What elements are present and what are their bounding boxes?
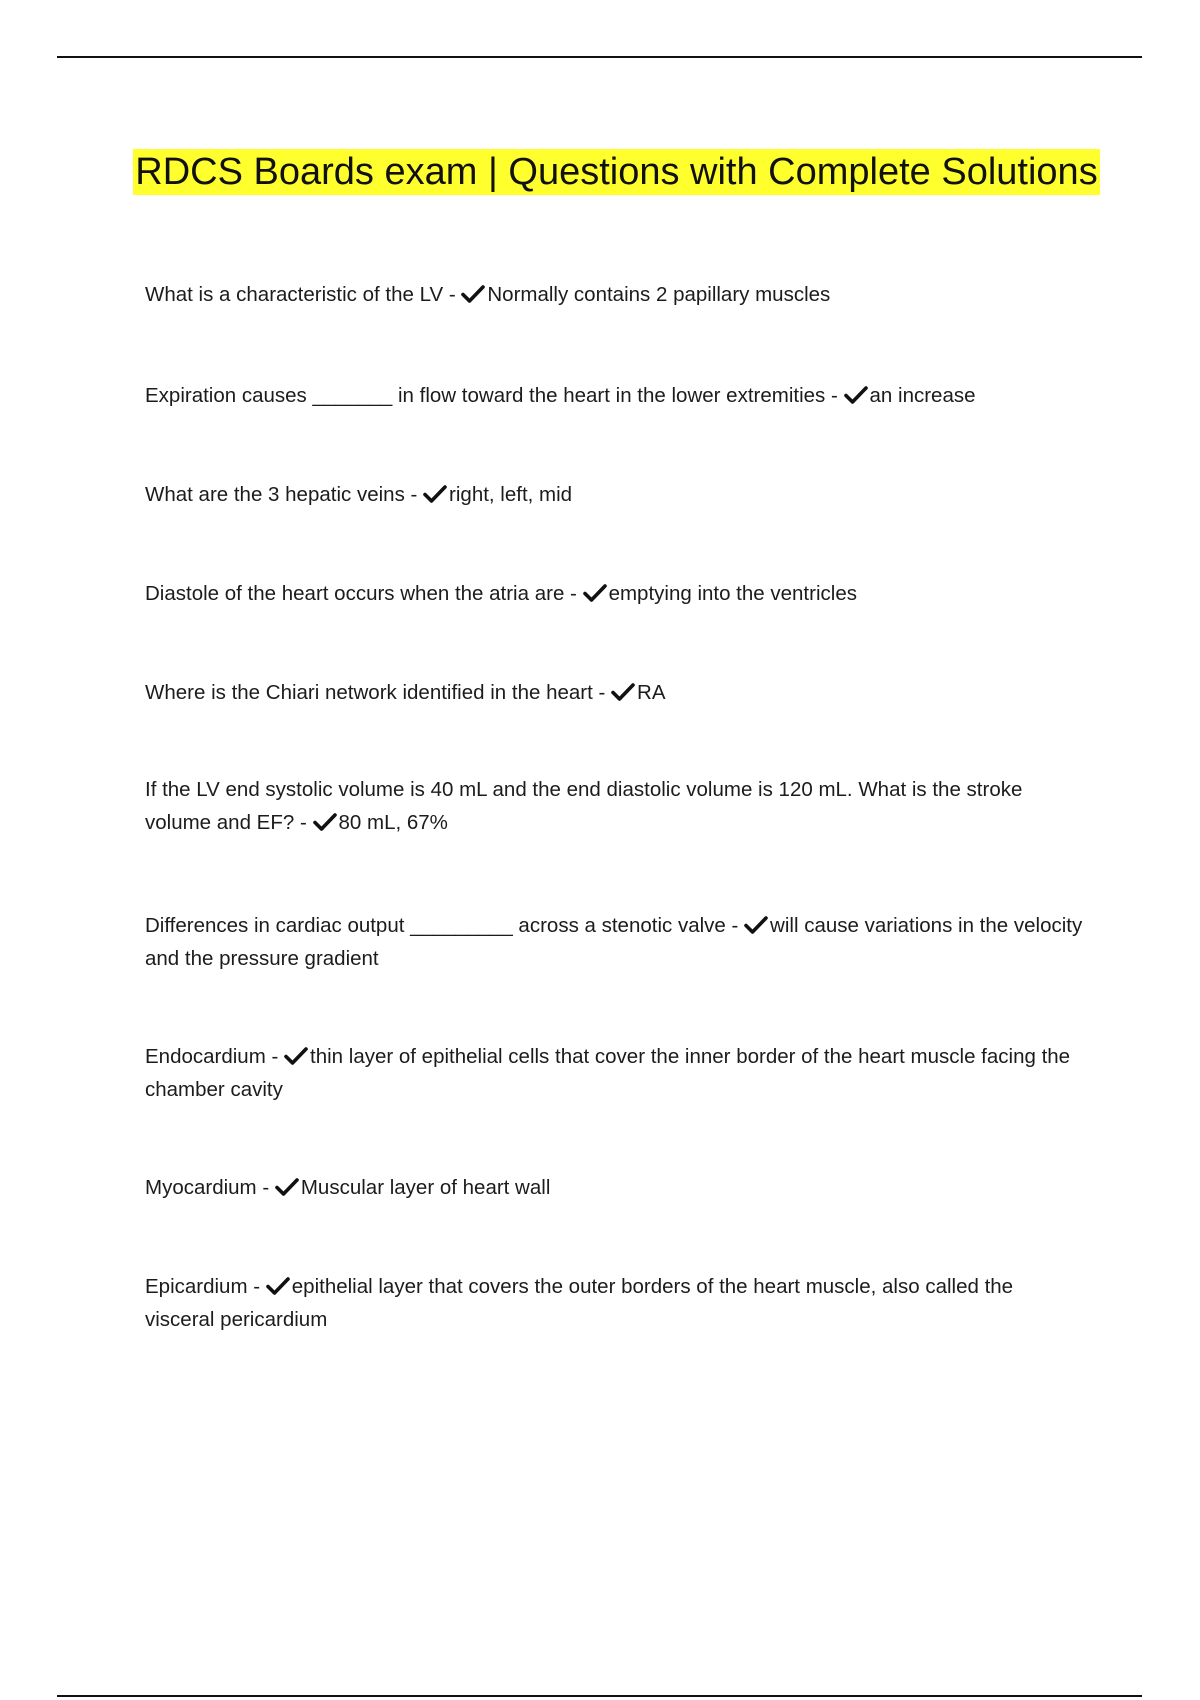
check-icon xyxy=(266,1276,290,1296)
qa-item xyxy=(145,278,1085,311)
answer-text: epithelial layer that covers the outer borders of the heart muscle, also called the visceral pericardium xyxy=(145,1275,1014,1331)
question-text: Myocardium - xyxy=(145,1176,275,1199)
answer-text: RA xyxy=(637,681,666,704)
answer-text: 80 mL, 67% xyxy=(338,811,448,834)
qa-item xyxy=(145,909,1085,975)
check-icon xyxy=(284,1046,308,1066)
question-text: Epicardium - xyxy=(145,1275,266,1298)
qa-item xyxy=(145,379,1085,412)
question-text: Endocardium - xyxy=(145,1045,285,1068)
qa-item xyxy=(145,676,1085,709)
qa-item xyxy=(145,478,1085,511)
qa-item xyxy=(145,1040,1085,1106)
answer-text: will cause variations in the velocity and the pressure gradient xyxy=(145,914,1083,970)
check-icon xyxy=(844,385,868,405)
qa-item xyxy=(145,773,1085,839)
qa-item xyxy=(145,1270,1085,1336)
question-text: If the LV end systolic volume is 40 mL and the end diastolic volume is 120 mL. What is the stroke volume and EF? - xyxy=(145,778,1023,834)
question-text: What is a characteristic of the LV - xyxy=(145,283,462,306)
check-icon xyxy=(611,682,635,702)
check-icon xyxy=(275,1177,299,1197)
page-title xyxy=(100,143,1133,201)
check-icon xyxy=(423,484,447,504)
question-text: Differences in cardiac output _________ across a stenotic valve - xyxy=(145,914,745,937)
question-text: Expiration causes _______ in flow toward the heart in the lower extremities - xyxy=(145,384,844,407)
answer-text: right, left, mid xyxy=(449,483,573,506)
question-text: Diastole of the heart occurs when the atria are - xyxy=(145,582,583,605)
question-text: Where is the Chiari network identified in the heart - xyxy=(145,681,612,704)
answer-text: thin layer of epithelial cells that cover the inner border of the heart muscle facing the chamber cavity xyxy=(145,1045,1071,1101)
qa-item xyxy=(145,1171,1085,1204)
question-text: What are the 3 hepatic veins - xyxy=(145,483,424,506)
answer-text: emptying into the ventricles xyxy=(608,582,857,605)
qa-item xyxy=(145,577,1085,610)
answer-text: an increase xyxy=(869,384,976,407)
check-icon xyxy=(313,812,337,832)
top-rule xyxy=(57,56,1142,58)
answer-text: Muscular layer of heart wall xyxy=(300,1176,551,1199)
page-title-text: RDCS Boards exam | Questions with Complete Solutions xyxy=(135,151,1098,193)
check-icon xyxy=(744,915,768,935)
bottom-rule xyxy=(57,1695,1142,1697)
check-icon xyxy=(461,284,485,304)
check-icon xyxy=(583,583,607,603)
answer-text: Normally contains 2 papillary muscles xyxy=(487,283,831,306)
